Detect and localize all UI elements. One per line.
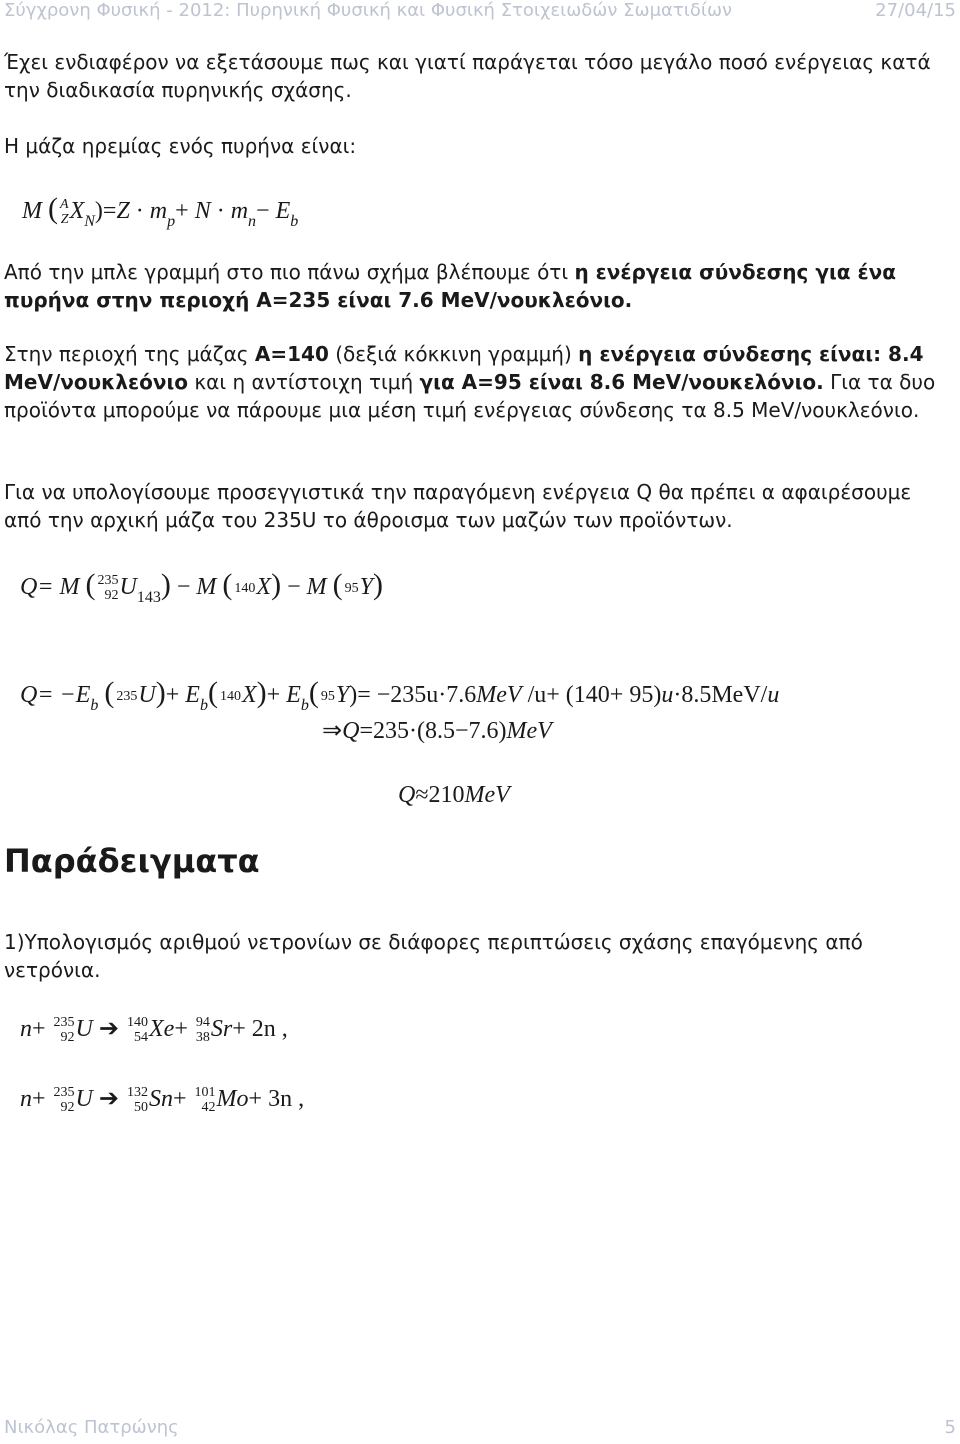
page-number: 5	[944, 1417, 956, 1438]
header-title: Σύγχρονη Φυσική - 2012: Πυρηνική Φυσική και Φυσική Στοιχειωδών Σωματιδίων	[4, 0, 733, 21]
footer-author: Νικόλας Πατρώνης	[4, 1417, 179, 1438]
page-footer	[4, 1412, 956, 1438]
arrow-icon: ➔	[98, 1016, 119, 1042]
equation-q-mass: Q= M ( 235 92 $U_{143}) - M$ ( 140 X) − M ( 95 Y)	[20, 568, 383, 606]
equation-q-approx: Q≈210MeV	[398, 782, 510, 808]
arrow-icon: ➔	[98, 1086, 119, 1112]
header-date: 27/04/15	[875, 0, 956, 21]
reaction-sn-mo: n+ 235 92 U ➔ 132 50 Sn+ 101 42 Mo+ 3n ,	[20, 1085, 305, 1116]
page-header	[4, 0, 956, 28]
equation-rest-mass: M ( A Z $X_N)=Z \cdot m_p+ N \cdot m_n- E_b$	[22, 192, 299, 230]
paragraph-example-1: 1)Υπολογισμός αριθμού νετρονίων σε διάφορες περιπτώσεις σχάσης επαγόμενης από νετρόνια.	[4, 930, 863, 982]
paragraph-rest-mass: Η μάζα ηρεμίας ενός πυρήνα είναι:	[4, 134, 357, 158]
paragraph-blue-line: Από την μπλε γραμμή στο πιο πάνω σχήμα βλέπουμε ότι η ενέργεια σύνδεσης για ένα πυρήνα στην περιοχή A=235 είναι 7.6 MeV/νουκλεόνιο.	[4, 260, 896, 312]
equation-q-binding: $Q= -E_b$ ( 235 $U)+ E_b$( 140 $X)+ E_b$( 95 Y)= −235u·7.6MeV /u+ (140+ 95)u·8.5MeV/u	[20, 676, 780, 714]
paragraph-energy-q: Για να υπολογίσουμε προσεγγιστικά την παραγόμενη ενέργεια Q θα πρέπει α αφαιρέσουμε από την αρχική μάζα του 235U το άθροισμα των μαζών των προϊόντων.	[4, 480, 912, 532]
reaction-xe-sr: n+ 235 92 U ➔ 140 54 Xe+ 94 38 Sr+ 2n ,	[20, 1015, 288, 1046]
equation-q-result: ⇒Q=235·(8.5−7.6)MeV	[322, 718, 552, 744]
paragraph-intro: Έχει ενδιαφέρον να εξετάσουμε πως και γιατί παράγεται τόσο μεγάλο ποσό ενέργειας κατά την διαδικασία πυρηνικής σχάσης.	[4, 50, 931, 102]
paragraph-binding-energy: Στην περιοχή της μάζας A=140 (δεξιά κόκκινη γραμμή) η ενέργεια σύνδεσης είναι: 8.4 MeV/νουκλεόνιο και η αντίστοιχη τιμή για A=95 είναι 8.6 MeV/νουκελόνιο. Για τα δυο προϊόντα μπορούμε να πάρουμε μια μέση τιμή ενέργειας σύνδεσης τα 8.5 MeV/νουκλεόνιο.	[4, 342, 936, 422]
section-title: Παράδειγματα	[4, 842, 260, 880]
